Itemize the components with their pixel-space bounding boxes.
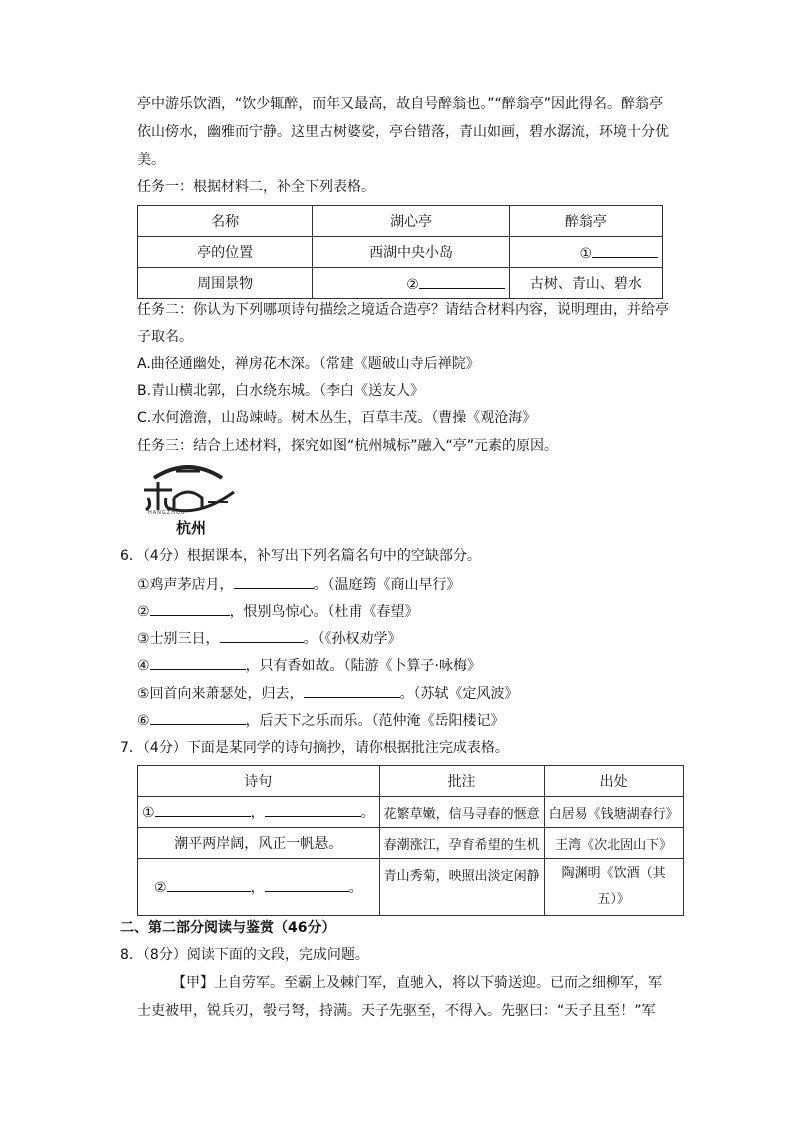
q7-row1-sep: ， [250, 805, 265, 821]
q6-item-2-pre: ② [137, 604, 150, 620]
q6-blank-3[interactable] [220, 628, 304, 643]
q6-blank-1[interactable] [234, 574, 314, 589]
q6-item-2-post: ，恨别鸟惊心。（杜甫《春望》 [229, 604, 419, 620]
q6-item-6-post: ，后天下之乐而乐。（范仲淹《岳阳楼记》 [245, 713, 505, 729]
q6-item-4-pre: ④ [137, 658, 150, 674]
q7-blank-2a[interactable] [167, 877, 251, 892]
material-line-1: 亭中游乐饮酒，“饮少辄醉，而年又最高，故自号醉翁也。”“醉翁亭”因此得名。醉翁亭 [137, 96, 664, 112]
q7-header-source: 出处 [544, 766, 683, 797]
q6-item-1-post: 。（温庭筠《商山早行》 [313, 577, 461, 593]
task3-prompt: 任务三：结合上述材料，探究如图“杭州城标”融入“亭”元素的原因。 [137, 438, 559, 454]
task1-prompt: 任务一：根据材料二，补全下列表格。 [137, 179, 375, 195]
q7-blank-2b[interactable] [265, 877, 349, 892]
q7-row3-verse [138, 859, 380, 916]
q7-row3-mark: ② [154, 880, 167, 896]
q7-row1-source: 白居易《钱塘湖春行》 [544, 797, 683, 828]
q6-item-3-pre: ③士别三日， [137, 631, 220, 647]
task1-blank1-mark: ① [579, 245, 592, 262]
task2-prompt-line1: 任务二：你认为下列哪项诗句描绘之境适合造亭？请结合材料内容，说明理由，并给亭 [137, 302, 669, 318]
q6-blank-4[interactable] [150, 655, 246, 670]
q7-row1-note: 花繁草嫩，信马寻春的惬意 [379, 797, 544, 828]
task1-row2-huxin-cell [313, 268, 509, 299]
q8-head: 8．（8分）阅读下面的文段，完成问题。 [120, 947, 369, 963]
task1-row2-zuiweng: 古树、青山、碧水 [509, 268, 662, 299]
task1-header-huxin: 湖心亭 [313, 206, 509, 237]
q6-item-4-post: ，只有香如故。（陆游《卜算子·咏梅》 [245, 658, 482, 674]
q7-header-verse: 诗句 [138, 766, 380, 797]
q7-row3-note: 青山秀菊，映照出淡定闲静 [379, 859, 544, 916]
q7-row2-source: 王湾《次北固山下》 [544, 828, 683, 859]
q6-item-5-post: 。（苏轼《定风波》 [399, 686, 519, 702]
q6-item-2 [137, 601, 419, 622]
q7-row3-end: 。 [348, 880, 363, 896]
task1-blank2[interactable] [419, 274, 505, 289]
material-line-2: 依山傍水，幽雅而宁静。这里古树婆娑，亭台错落，青山如画，碧水潺流，环境十分优 [137, 124, 669, 140]
q6-item-4 [137, 655, 481, 676]
q6-item-3 [137, 628, 402, 649]
q6-item-6 [137, 710, 505, 731]
task1-row1-label: 亭的位置 [138, 237, 313, 268]
q6-head: 6．（4分）根据课本，补写出下列名篇名句中的空缺部分。 [120, 548, 481, 564]
task1-table [137, 205, 663, 299]
q7-blank-1b[interactable] [265, 802, 361, 817]
q7-row3-source-line1: 陶渊明《饮酒（其 [561, 866, 666, 881]
task2-option-a: A.曲径通幽处，禅房花木深。（常建《题破山寺后禅院》 [137, 356, 480, 372]
q7-row1-verse [138, 797, 380, 828]
material-line-3: 美。 [137, 152, 165, 168]
q6-item-3-post: 。（《孙权劝学》 [303, 631, 402, 647]
hangzhou-city-logo [138, 458, 238, 538]
q6-blank-5[interactable] [304, 683, 400, 698]
q7-row3-sep: ， [250, 880, 265, 896]
q7-blank-1a[interactable] [155, 802, 251, 817]
task2-option-c: C.水何澹澹，山岛竦峙。树木丛生，百草丰茂。（曹操《观沧海》 [137, 410, 537, 426]
q7-row1-end: 。 [360, 805, 375, 821]
task1-row2-label: 周围景物 [138, 268, 313, 299]
task1-header-name: 名称 [138, 206, 313, 237]
task1-header-zuiweng: 醉翁亭 [509, 206, 662, 237]
q8-passage-line1: 【甲】上自劳军。至霸上及棘门军，直驰入，将以下骑送迎。已而之细柳军，军 [172, 975, 662, 991]
task1-row1-zuiweng-cell [509, 237, 662, 268]
q7-row3-source-line2: 五）》 [597, 892, 630, 907]
q6-item-1 [137, 574, 461, 595]
q6-item-1-pre: ①鸡声茅店月， [137, 577, 234, 593]
logo-pinyin: HANGZHOU [148, 510, 186, 516]
task1-blank2-mark: ② [406, 276, 419, 293]
q7-head: 7．（4分）下面是某同学的诗句摘抄，请你根据批注完成表格。 [120, 740, 509, 756]
q7-table [137, 765, 684, 916]
task1-row1-huxin: 西湖中央小岛 [313, 237, 509, 268]
task2-option-b: B.青山横北郭，白水绕东城。（李白《送友人》 [137, 383, 425, 399]
task2-prompt-line2: 子取名。 [137, 329, 193, 345]
q7-row3-source [544, 859, 683, 916]
q6-item-5-pre: ⑤回首向来萧瑟处，归去， [137, 686, 304, 702]
section2-title: 二、第二部分阅读与鉴赏（46分） [120, 920, 336, 936]
q8-passage-line2: 士吏被甲，锐兵刃，彀弓弩，持满。天子先驱至，不得入。先驱曰：“天子且至！”军 [137, 1003, 656, 1019]
q7-row1-mark: ① [142, 805, 155, 821]
task1-blank1[interactable] [592, 243, 658, 258]
q7-row2-verse: 潮平两岸阔，风正一帆悬。 [138, 828, 380, 859]
q6-item-6-pre: ⑥ [137, 713, 150, 729]
q7-header-note: 批注 [379, 766, 544, 797]
logo-name: 杭州 [176, 519, 207, 537]
q6-blank-6[interactable] [150, 710, 246, 725]
q6-item-5 [137, 683, 519, 704]
q7-row2-note: 春潮涨江，孕育希望的生机 [379, 828, 544, 859]
q6-blank-2[interactable] [150, 601, 230, 616]
